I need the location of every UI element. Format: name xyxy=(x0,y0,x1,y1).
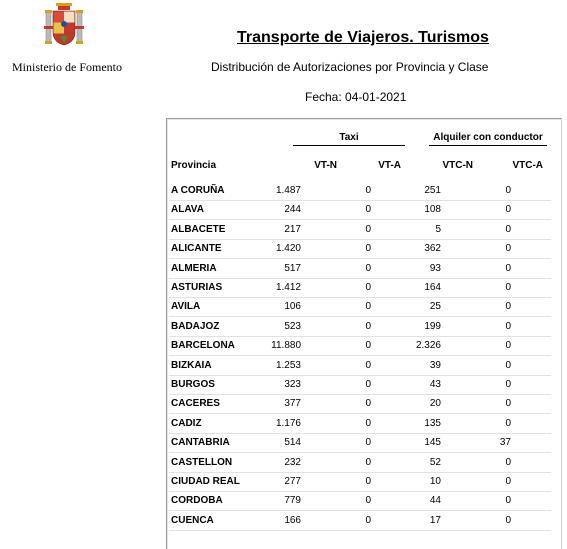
cell-vtcn: 10 xyxy=(429,476,441,487)
cell-vtca: 0 xyxy=(505,262,511,274)
table-row xyxy=(169,279,557,298)
table-row xyxy=(169,240,557,259)
cell-vtcn: 25 xyxy=(429,301,441,313)
cell-provincia: ALAVA xyxy=(171,204,204,216)
cell-provincia: CACERES xyxy=(171,398,220,410)
cell-vtcn: 135 xyxy=(424,417,441,429)
cell-provincia: BURGOS xyxy=(171,379,215,390)
cell-vtn: 166 xyxy=(284,514,301,526)
cell-vtca: 0 xyxy=(505,398,511,410)
cell-provincia: ASTURIAS xyxy=(171,282,223,293)
cell-vtcn: 44 xyxy=(429,495,441,507)
cell-vtn: 1.420 xyxy=(275,243,301,255)
cell-provincia: CADIZ xyxy=(171,417,202,429)
cell-vtcn: 145 xyxy=(424,437,441,449)
cell-provincia: A CORUÑA xyxy=(171,185,225,196)
cell-provincia: BIZKAIA xyxy=(171,359,212,371)
cell-vta: 0 xyxy=(365,359,371,371)
table-row xyxy=(169,182,557,201)
cell-provincia: ALICANTE xyxy=(171,243,222,255)
cell-provincia: BADAJOZ xyxy=(171,320,220,332)
cell-vtcn: 20 xyxy=(429,398,441,410)
cell-vtca: 37 xyxy=(499,437,511,449)
column-header-vtca: VTC-A xyxy=(512,160,543,171)
cell-vtca: 0 xyxy=(505,243,511,255)
cell-vtn: 106 xyxy=(284,301,301,313)
cell-vtca: 0 xyxy=(505,320,511,332)
cell-vtn: 232 xyxy=(284,456,301,468)
table-row xyxy=(169,473,557,492)
table-row xyxy=(169,454,557,473)
column-header-provincia: Provincia xyxy=(171,160,217,171)
cell-vtn: 1.253 xyxy=(275,359,301,371)
cell-vtcn: 39 xyxy=(429,359,441,371)
report-date: Fecha: 04-01-2021 xyxy=(305,90,407,104)
cell-vtn: 1.176 xyxy=(275,417,301,429)
group-header-alquiler: Alquiler con conductor xyxy=(429,132,547,146)
cell-provincia: CANTABRIA xyxy=(171,437,230,449)
cell-vtcn: 251 xyxy=(424,185,441,196)
cell-vtca: 0 xyxy=(505,456,511,468)
cell-vta: 0 xyxy=(365,185,371,196)
cell-vtca: 0 xyxy=(505,495,511,507)
cell-vtn: 779 xyxy=(284,495,301,507)
column-header-vtn: VT-N xyxy=(314,160,337,171)
cell-vta: 0 xyxy=(365,495,371,507)
table-row xyxy=(169,318,557,337)
table-row xyxy=(169,512,557,531)
cell-vta: 0 xyxy=(365,476,371,487)
cell-vtca: 0 xyxy=(505,301,511,313)
cell-vtn: 1.487 xyxy=(275,185,301,196)
cell-vtca: 0 xyxy=(505,282,511,293)
coat-of-arms-logo xyxy=(44,2,84,48)
cell-vta: 0 xyxy=(365,243,371,255)
cell-provincia: AVILA xyxy=(171,301,201,313)
table-row xyxy=(169,434,557,453)
cell-vtn: 244 xyxy=(284,204,301,216)
cell-vtcn: 52 xyxy=(429,456,441,468)
page-title: Transporte de Viajeros. Turismos xyxy=(237,29,489,46)
cell-vta: 0 xyxy=(365,456,371,468)
cell-provincia: CORDOBA xyxy=(171,495,223,507)
cell-vta: 0 xyxy=(365,340,371,352)
cell-vta: 0 xyxy=(365,379,371,390)
page-subtitle: Distribución de Autorizaciones por Provincia y Clase xyxy=(211,60,489,74)
cell-vtn: 377 xyxy=(284,398,301,410)
table-row xyxy=(169,221,557,240)
cell-vtn: 523 xyxy=(284,320,301,332)
table-row xyxy=(169,395,557,414)
cell-vtn: 277 xyxy=(284,476,301,487)
cell-vtca: 0 xyxy=(505,185,511,196)
cell-vtn: 323 xyxy=(284,379,301,390)
group-header-taxi: Taxi xyxy=(293,132,405,146)
column-header-vtcn: VTC-N xyxy=(442,160,473,171)
table-row xyxy=(169,357,557,376)
cell-vta: 0 xyxy=(365,301,371,313)
cell-vtn: 1.412 xyxy=(275,282,301,293)
cell-vta: 0 xyxy=(365,417,371,429)
cell-vta: 0 xyxy=(365,437,371,449)
ministry-name: Ministerio de Fomento xyxy=(12,60,122,74)
column-header-vta: VT-A xyxy=(378,160,401,171)
cell-vtca: 0 xyxy=(505,379,511,390)
cell-vtn: 11.880 xyxy=(271,340,301,352)
cell-vta: 0 xyxy=(365,282,371,293)
cell-vtcn: 362 xyxy=(424,243,441,255)
cell-vtca: 0 xyxy=(505,476,511,487)
cell-provincia: ALMERIA xyxy=(171,262,217,274)
cell-vtcn: 93 xyxy=(429,262,441,274)
cell-vtca: 0 xyxy=(505,417,511,429)
cell-vtca: 0 xyxy=(505,204,511,216)
cell-vta: 0 xyxy=(365,262,371,274)
cell-vtcn: 5 xyxy=(435,223,441,235)
cell-vtcn: 164 xyxy=(424,282,441,293)
table-row xyxy=(169,415,557,434)
cell-vtcn: 43 xyxy=(429,379,441,390)
cell-vta: 0 xyxy=(365,223,371,235)
cell-vta: 0 xyxy=(365,320,371,332)
cell-vtca: 0 xyxy=(505,340,511,352)
table-row xyxy=(169,260,557,279)
cell-vtn: 517 xyxy=(284,262,301,274)
cell-vtcn: 17 xyxy=(429,514,441,526)
cell-vtcn: 2.326 xyxy=(415,340,441,352)
cell-provincia: CUENCA xyxy=(171,514,214,526)
cell-provincia: CIUDAD REAL xyxy=(171,476,240,487)
cell-vtca: 0 xyxy=(505,514,511,526)
cell-vtn: 217 xyxy=(284,223,301,235)
cell-vtca: 0 xyxy=(505,223,511,235)
table-row xyxy=(169,201,557,220)
table-row xyxy=(169,337,557,356)
cell-vtn: 514 xyxy=(284,437,301,449)
cell-vtcn: 108 xyxy=(424,204,441,216)
authorizations-table xyxy=(166,118,562,549)
table-row xyxy=(169,492,557,511)
cell-provincia: ALBACETE xyxy=(171,223,226,235)
cell-vtca: 0 xyxy=(505,359,511,371)
cell-vta: 0 xyxy=(365,204,371,216)
cell-vtcn: 199 xyxy=(424,320,441,332)
table-row xyxy=(169,298,557,317)
cell-provincia: CASTELLON xyxy=(171,456,233,468)
cell-vta: 0 xyxy=(365,514,371,526)
cell-provincia: BARCELONA xyxy=(171,340,235,352)
table-row xyxy=(169,376,557,395)
cell-vta: 0 xyxy=(365,398,371,410)
